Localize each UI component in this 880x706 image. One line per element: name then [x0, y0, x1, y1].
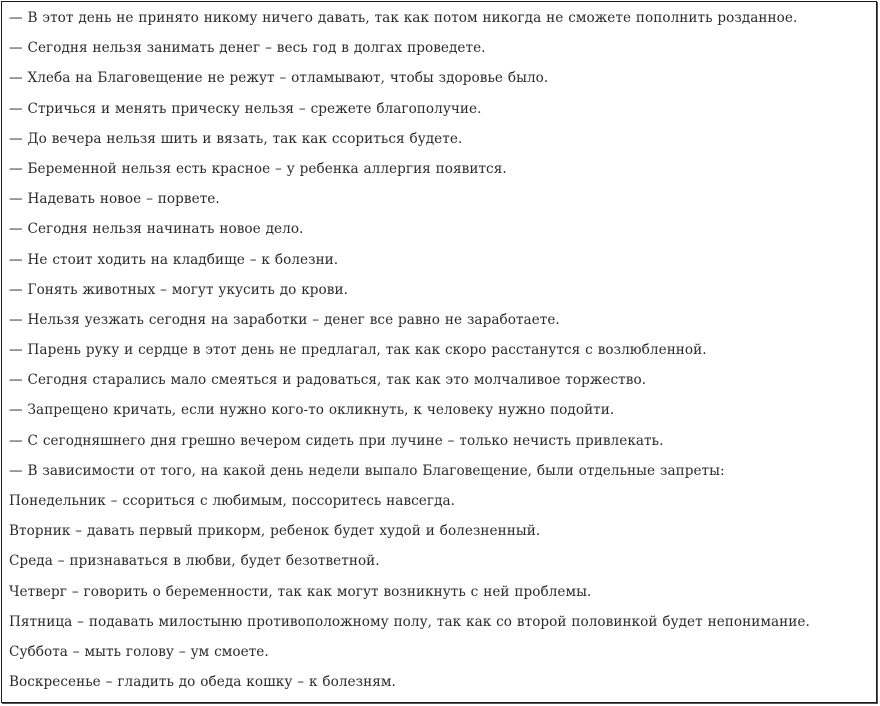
list-item: — Сегодня нельзя занимать денег – весь год в долгах проведете.	[9, 40, 486, 57]
list-item: — Сегодня старались мало смеяться и радоваться, так как это молчаливое торжество.	[9, 372, 647, 389]
weekday-item-sunday: Воскресенье – гладить до обеда кошку – к болезням.	[9, 674, 396, 691]
weekday-item-thursday: Четверг – говорить о беременности, так как могут возникнуть с ней проблемы.	[9, 583, 592, 600]
weekday-item-wednesday: Среда – признаваться в любви, будет безответной.	[9, 553, 380, 570]
list-item: — В этот день не принято никому ничего давать, так как потом никогда не сможете пополнить розданное.	[9, 10, 798, 26]
list-item: — Сегодня нельзя начинать новое дело.	[9, 221, 304, 238]
list-item: — Нельзя уезжать сегодня на заработки – денег все равно не заработаете.	[9, 311, 560, 328]
list-item: — Не стоит ходить на кладбище – к болезни.	[9, 251, 339, 268]
text-frame	[1, 1, 877, 703]
list-item: — Беременной нельзя есть красное – у ребенка аллергия появится.	[9, 160, 507, 177]
list-item: — Гонять животных – могут укусить до крови.	[9, 281, 348, 298]
list-item: — Хлеба на Благовещение не режут – отламывают, чтобы здоровье было.	[9, 70, 549, 87]
list-item: — Запрещено кричать, если нужно кого-то окликнуть, к человеку нужно подойти.	[9, 402, 615, 419]
list-item: — Стричься и менять прическу нельзя – срежете благополучие.	[9, 100, 482, 117]
weekday-item-friday: Пятница – подавать милостыню противоположному полу, так как со второй половинкой будет непонимание.	[9, 613, 810, 630]
superstitions-list	[9, 5, 872, 699]
list-item: — До вечера нельзя шить и вязать, так как ссориться будете.	[9, 130, 463, 147]
weekday-item-saturday: Суббота – мыть голову – ум смоете.	[9, 643, 269, 660]
weekday-item-tuesday: Вторник – давать первый прикорм, ребенок будет худой и болезненный.	[9, 523, 541, 540]
weekday-item-monday: Понедельник – ссориться с любимым, поссоритесь навсегда.	[9, 493, 456, 509]
list-item: — Надевать новое – порвете.	[9, 191, 220, 208]
list-item: — Парень руку и сердце в этот день не предлагал, так как скоро расстанутся с возлюбленной.	[9, 342, 707, 359]
list-item: — В зависимости от того, на какой день недели выпало Благовещение, были отдельные запреты:	[9, 462, 725, 479]
list-item: — С сегодняшнего дня грешно вечером сидеть при лучине – только нечисть привлекать.	[9, 432, 664, 449]
